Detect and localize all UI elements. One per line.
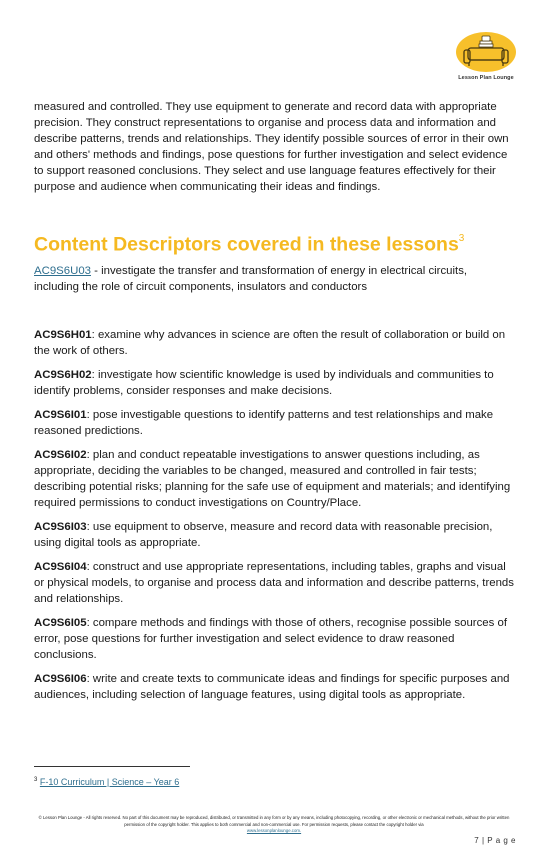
descriptor-code: AC9S6I06 xyxy=(34,672,87,685)
descriptor-item xyxy=(34,367,514,399)
footnote-mark: 3 xyxy=(34,777,38,783)
intro-paragraph: measured and controlled. They use equipment to generate and record data with appropriate precision. They construct representations to organise and process data and information and describe patterns, trends and relationships. They identify possible sources of error in their own and others' methods and findings, pose questions for further investigation and select evidence to support reasoned conclusions. They select and use language features effectively for their purpose and audience when communicating their ideas and findings. xyxy=(34,101,509,193)
main-content xyxy=(34,99,514,711)
footnote xyxy=(34,774,179,788)
main-descriptor-text: - investigate the transfer and transformation of energy in electrical circuits, including the role of circuit components, insulators and conductors xyxy=(34,264,468,293)
descriptor-code: AC9S6H02 xyxy=(34,368,92,381)
copyright-notice xyxy=(34,815,514,835)
descriptor-text: : use equipment to observe, measure and record data with reasonable precision, using digital tools as appropriate. xyxy=(34,520,493,549)
descriptor-item xyxy=(34,671,514,703)
descriptor-item xyxy=(34,327,514,359)
descriptor-code: AC9S6I04 xyxy=(34,560,87,573)
descriptor-link-ac9s6u03[interactable]: AC9S6U03 xyxy=(34,264,91,277)
section-heading xyxy=(34,229,514,257)
descriptor-item xyxy=(34,615,514,663)
descriptor-text: : construct and use appropriate representations, including tables, graphs and visual or physical models, to organise and process data and information and describe patterns, trends and relationships. xyxy=(34,560,514,605)
descriptor-item xyxy=(34,519,514,551)
descriptor-item xyxy=(34,407,514,439)
descriptor-text: : pose investigable questions to identify patterns and test relationships and make reasoned predictions. xyxy=(34,408,494,437)
descriptor-item xyxy=(34,559,514,607)
descriptor-code: AC9S6I05 xyxy=(34,616,87,629)
website-link[interactable]: www.lessonplanlounge.com. xyxy=(246,828,302,833)
section-heading-text: Content Descriptors covered in these lessons xyxy=(34,233,459,256)
sofa-logo-icon xyxy=(450,28,522,78)
main-descriptor xyxy=(34,263,514,295)
descriptor-code: AC9S6I03 xyxy=(34,520,87,533)
descriptor-text: : examine why advances in science are often the result of collaboration or build on the work of others. xyxy=(34,328,506,357)
footnote-link[interactable]: F-10 Curriculum | Science – Year 6 xyxy=(39,777,180,787)
page-number xyxy=(474,836,516,845)
descriptor-list xyxy=(34,327,514,703)
descriptor-text: : investigate how scientific knowledge is used by individuals and communities to identify problems, consider responses and make decisions. xyxy=(34,368,494,397)
page-number-label: | P a g e xyxy=(481,836,516,845)
logo-wordmark: Lesson Plan Lounge xyxy=(458,75,514,81)
footnote-divider xyxy=(34,766,190,767)
descriptor-code: AC9S6I02 xyxy=(34,448,87,461)
descriptor-text: : plan and conduct repeatable investigations to answer questions including, as appropriate, deciding the variables to be changed, measured and controlled in fair tests; describing potential risks; planning for the safe use of equipment and materials; and identifying required permissions to conduct investigations on Country/Place. xyxy=(34,448,511,509)
descriptor-item xyxy=(34,447,514,511)
copyright-text: © Lesson Plan Lounge - All rights reserved. No part of this document may be reproduced, distributed, or transmitted in any form or by any means, including photocopying, recording, or other electronic or mechanical methods, without the prior written permission of the copyright holder. This applies to both commercial and non-commercial use. For permission requests, please contact the copyright holder via xyxy=(38,815,510,827)
descriptor-text: : compare methods and findings with those of others, recognise possible sources of error, pose questions for further investigation and select evidence to draw reasoned conclusions. xyxy=(34,616,507,661)
descriptor-code: AC9S6I01 xyxy=(34,408,87,421)
page-number-value: 7 xyxy=(474,836,480,845)
descriptor-code: AC9S6H01 xyxy=(34,328,92,341)
heading-footnote-mark[interactable]: 3 xyxy=(458,233,465,244)
descriptor-text: : write and create texts to communicate ideas and findings for specific purposes and audiences, including selection of language features, using digital tools as appropriate. xyxy=(34,672,510,701)
